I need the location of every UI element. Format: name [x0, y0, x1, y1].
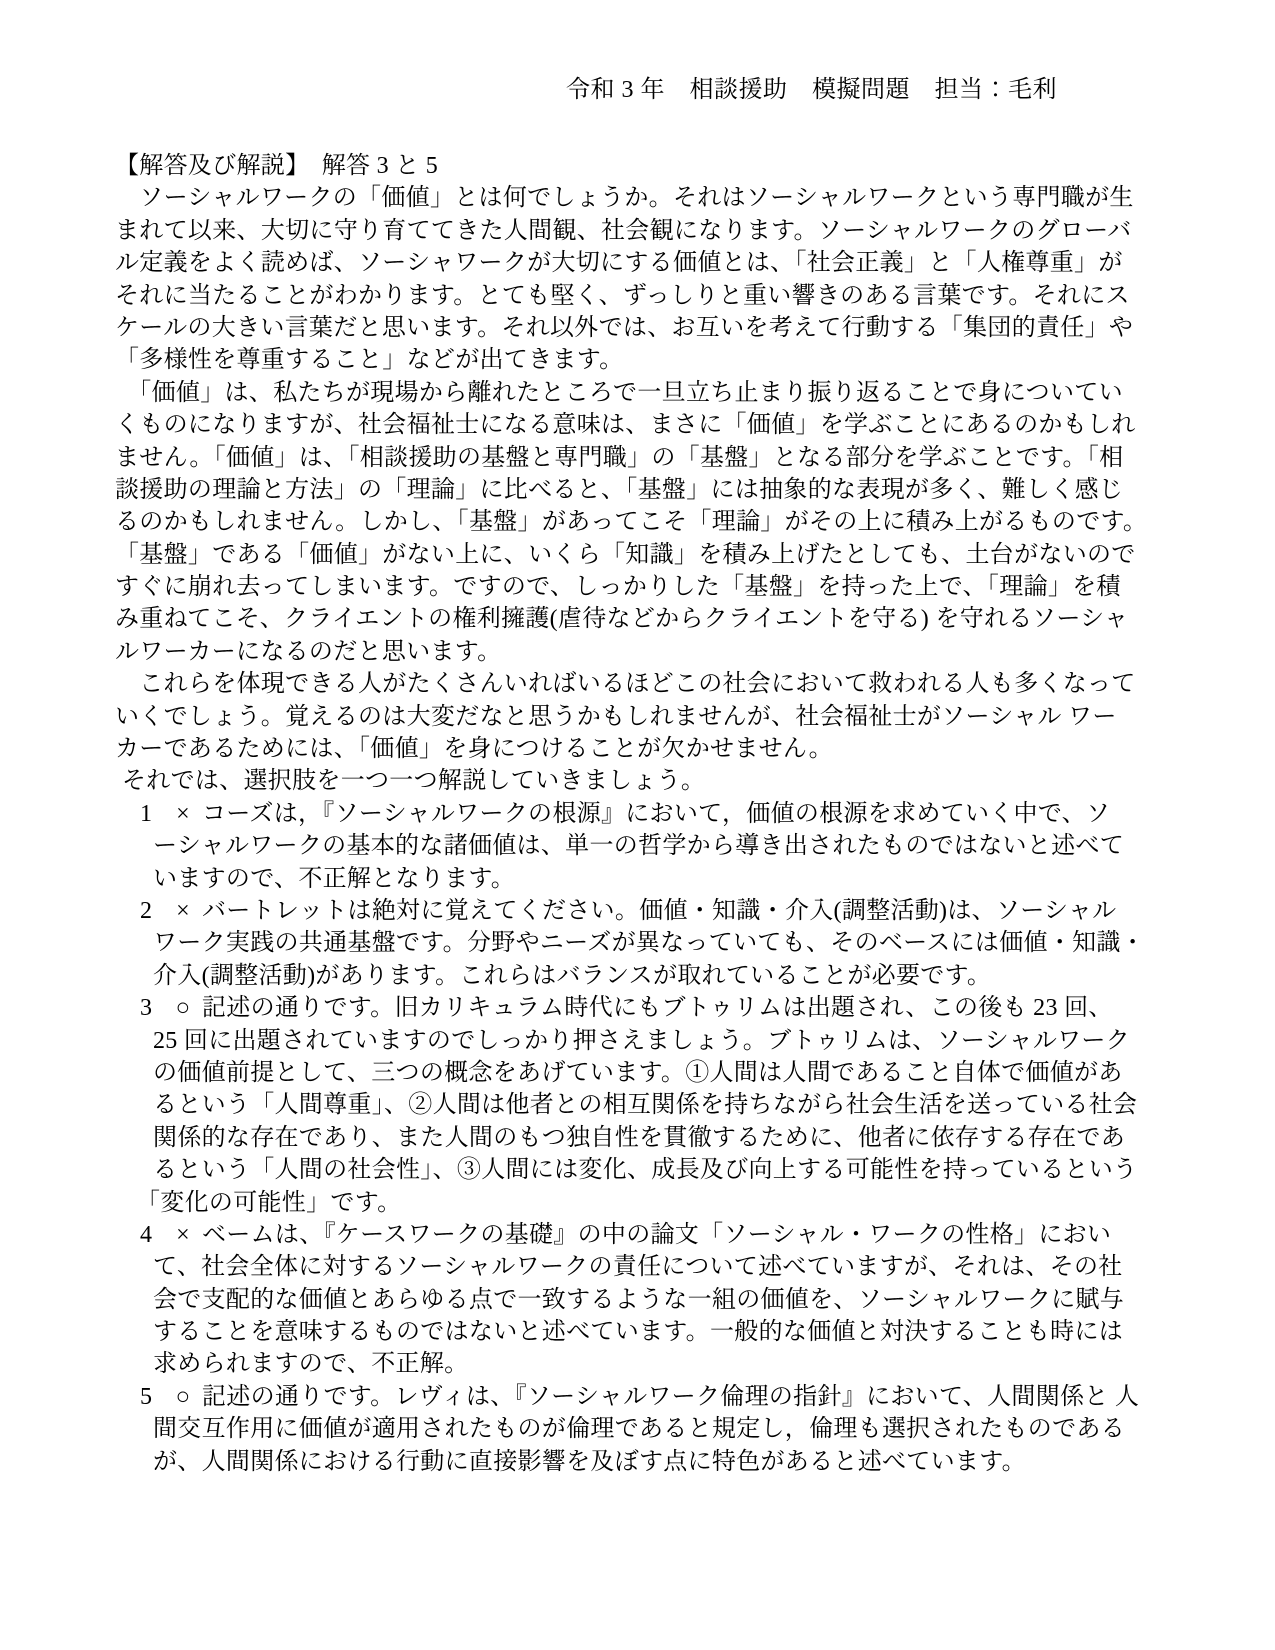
answer-5-line: ○ 記述の通りです。レヴィは、『ソーシャルワーク倫理の指針』において、人間関係と 人 [153, 1381, 1173, 1413]
answer-3-line: 25 回に出題されていますのでしっかり押さえましょう。ブトゥリムは、ソーシャルワーク [153, 1027, 1131, 1054]
answer-3-line: 関係的な存在であり、また人間のもつ独自性を貫徹するために、他者に依存する存在であ [153, 1124, 1125, 1151]
paragraph-1-line: 「多様性を尊重すること」などが出てきます。 [115, 347, 624, 374]
answer-4-line: 求められますので、不正解。 [153, 1351, 469, 1378]
answer-item-1 [115, 798, 1173, 895]
paragraph-2-line: 談援助の理論と方法」の「理論」に比べると、「基盤」には抽象的な表現が多く、難しく感じ [115, 476, 1124, 503]
answer-3-line: るという「人間の社会性」、③人間には変化、成長及び向上する可能性を持っているという [153, 1157, 1138, 1184]
paragraph-2-line: すぐに崩れ去ってしまいます。ですので、しっかりした「基盤」を持った上で、「理論」を積 [115, 574, 1121, 601]
paragraph-2-line: ません。「価値」は、「相談援助の基盤と専門職」の「基盤」となる部分を学ぶことです。「相 [115, 444, 1124, 471]
answer-item-3 [115, 992, 1173, 1219]
answer-1-line: いますので、不正解となります。 [153, 865, 516, 892]
incorrect-mark: × [176, 1221, 190, 1248]
paragraph-1-line: ル定義をよく読めば、ソーシャワークが大切にする価値とは、「社会正義」と「人権尊重」が [115, 250, 1123, 277]
paragraph-2-line: 「価値」は、私たちが現場から離れたところで一旦立ち止まり振り返ることで身についてい [115, 379, 1123, 406]
paragraph-3-line: これらを体現できる人がたくさんいればいるほどこの社会において救われる人も多くなって [115, 671, 1136, 698]
answer-3-line: 「変化の可能性」です。 [136, 1189, 402, 1216]
answer-number: 2 [140, 897, 153, 924]
answer-item-5 [115, 1381, 1173, 1478]
paragraph-1-line: ケールの大きい言葉だと思います。それ以外では、お互いを考えて行動する「集団的責任」や [115, 314, 1134, 341]
answer-4-line: 会で支配的な価値とあらゆる点で一致するような一組の価値を、ソーシャルワークに賦与 [153, 1286, 1125, 1313]
paragraph-2-line: くものになりますが、社会福祉士になる意味は、まさに「価値」を学ぶことにあるのかもしれ [115, 412, 1136, 439]
paragraph-1-line: ソーシャルワークの「価値」とは何でしょうか。それはソーシャルワークという専門職が生 [115, 185, 1134, 212]
answer-list [115, 798, 1173, 1478]
incorrect-mark: × [176, 800, 190, 827]
answer-number: 5 [140, 1383, 153, 1410]
answer-1-line: × コーズは，『ソーシャルワークの根源』において，価値の根源を求めていく中で、ソ [153, 798, 1173, 830]
correct-mark: ○ [175, 995, 191, 1022]
paragraph-3-line: いくでしょう。覚えるのは大変だなと思うかもしれませんが、社会福祉士がソーシャル ワー [115, 703, 1117, 730]
answer-number: 4 [140, 1221, 153, 1248]
paragraph-1-line: それに当たることがわかります。とても堅く、ずっしりと重い響きのある言葉です。それにス [115, 282, 1130, 309]
answer-item-2 [115, 895, 1173, 992]
paragraph-2-line: ルワーカーになるのだと思います。 [115, 638, 502, 665]
answer-item-4 [115, 1219, 1173, 1381]
answer-2-line: 介入(調整活動)があります。これらはバランスが取れていることが必要です。 [153, 962, 992, 989]
answer-title: 【解答及び解説】 解答 3 と 5 [115, 153, 439, 179]
page-header: 令和 3 年 相談援助 模擬問題 担当：毛利 [566, 77, 1057, 103]
paragraph-2-line: るのかもしれません。しかし、「基盤」があってこそ「理論」がその上に積み上がるものです。 [115, 509, 1148, 536]
answer-5-line: 間交互作用に価値が適用されたものが倫理であると規定し，倫理も選択されたものである [153, 1416, 1125, 1443]
answer-number: 3 [140, 995, 153, 1022]
incorrect-mark: × [176, 897, 190, 924]
answer-4-line: て、社会全体に対するソーシャルワークの責任について述べていますが、それは、その社 [153, 1254, 1123, 1281]
answer-5-line: が、人間関係における行動に直接影響を及ぼす点に特色があると述べています。 [153, 1448, 1026, 1475]
correct-mark: ○ [175, 1383, 191, 1410]
paragraph-1-line: まれて以来、大切に守り育ててきた人間観、社会観になります。ソーシャルワークのグローバ [115, 217, 1132, 244]
lead-in-line: それでは、選択肢を一つ一つ解説していきましょう。 [122, 768, 706, 795]
paragraph-3-line: カーであるためには、「価値」を身につけることが欠かせません。 [115, 736, 833, 763]
answer-4-line: × ベームは、『ケースワークの基礎』の中の論文「ソーシャル・ワークの性格」におい [153, 1219, 1173, 1251]
answer-3-line: の価値前提として、三つの概念をあげています。①人間は人間であること自体で価値があ [153, 1059, 1123, 1086]
answer-number: 1 [140, 800, 153, 827]
answer-3-line: るという「人間尊重」、②人間は他者との相互関係を持ちながら社会生活を送っている社会 [153, 1092, 1138, 1119]
answer-2-line: × バートレットは絶対に覚えてください。価値・知識・介入(調整活動)は、ソーシャル [153, 895, 1173, 927]
paragraph-2-line: み重ねてこそ、クライエントの権利擁護(虐待などからクライエントを守る) を守れるソーシャ [115, 606, 1129, 633]
paragraph-2-line: 「基盤」である「価値」がない上に、いくら「知識」を積み上げたとしても、土台がないので [115, 541, 1136, 568]
answer-4-line: することを意味するものではないと述べています。一般的な価値と対決することも時には [153, 1319, 1124, 1346]
answer-3-line: ○ 記述の通りです。旧カリキュラム時代にもブトゥリムは出題され、この後も 23 回、 [153, 992, 1173, 1024]
document-body [115, 150, 1173, 1478]
answer-2-line: ワーク実践の共通基盤です。分野やニーズが異なっていても、そのベースには価値・知識・ [153, 930, 1145, 957]
answer-1-line: ーシャルワークの基本的な諸価値は、単一の哲学から導き出されたものではないと述べて [153, 833, 1125, 860]
intro-paragraphs [115, 182, 1173, 765]
